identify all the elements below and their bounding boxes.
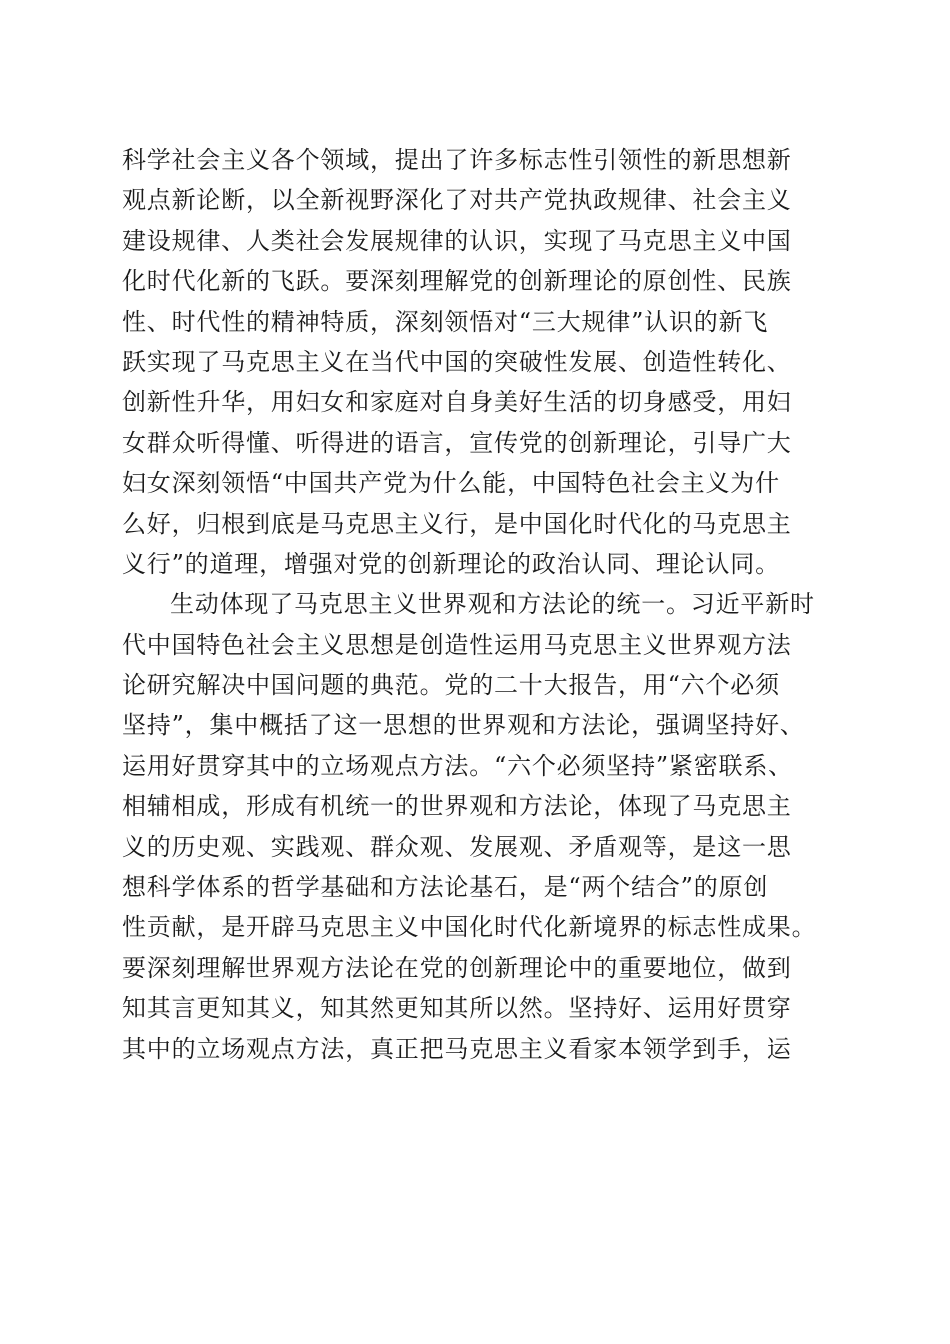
text-line: 观点新论断，以全新视野深化了对共产党执政规律、社会主义	[122, 186, 792, 215]
text-line: 义的历史观、实践观、群众观、发展观、矛盾观等，是这一思	[122, 832, 792, 861]
text-line: 性、时代性的精神特质，深刻领悟对“三大规律”认识的新飞	[122, 307, 769, 336]
text-line: 么好，归根到底是马克思主义行，是中国化时代化的马克思主	[122, 509, 792, 538]
text-line: 知其言更知其义，知其然更知其所以然。坚持好、运用好贯穿	[122, 994, 792, 1023]
text-line: 想科学体系的哲学基础和方法论基石，是“两个结合”的原创	[122, 873, 769, 902]
text-line: 相辅相成，形成有机统一的世界观和方法论，体现了马克思主	[122, 792, 792, 821]
text-line: 代中国特色社会主义思想是创造性运用马克思主义世界观方法	[122, 630, 792, 659]
text-line: 跃实现了马克思主义在当代中国的突破性发展、创造性转化、	[122, 347, 792, 376]
text-line: 运用好贯穿其中的立场观点方法。“六个必须坚持”紧密联系、	[122, 751, 793, 780]
text-line: 妇女深刻领悟“中国共产党为什么能，中国特色社会主义为什	[122, 469, 780, 498]
text-line: 坚持”，集中概括了这一思想的世界观和方法论，强调坚持好、	[122, 711, 805, 740]
text-line: 论研究解决中国问题的典范。党的二十大报告，用“六个必须	[122, 671, 780, 700]
text-line: 创新性升华，用妇女和家庭对自身美好生活的切身感受，用妇	[122, 388, 792, 417]
text-line: 科学社会主义各个领域，提出了许多标志性引领性的新思想新	[122, 146, 792, 174]
text-line: 生动体现了马克思主义世界观和方法论的统一。习近平新时	[170, 590, 815, 619]
text-line: 义行”的道理，增强对党的创新理论的政治认同、理论认同。	[122, 549, 780, 578]
text-line: 女群众听得懂、听得进的语言，宣传党的创新理论，引导广大	[122, 428, 792, 457]
text-line: 建设规律、人类社会发展规律的认识，实现了马克思主义中国	[122, 226, 792, 255]
text-line: 化时代化新的飞跃。要深刻理解党的创新理论的原创性、民族	[122, 267, 792, 296]
text-line: 性贡献，是开辟马克思主义中国化时代化新境界的标志性成果。	[122, 913, 817, 942]
paragraph-1	[122, 140, 838, 584]
text-line: 要深刻理解世界观方法论在党的创新理论中的重要地位，做到	[122, 953, 792, 982]
text-line: 其中的立场观点方法，真正把马克思主义看家本领学到手，运	[122, 1034, 792, 1063]
document-body	[122, 140, 838, 1069]
paragraph-2	[122, 584, 838, 1069]
